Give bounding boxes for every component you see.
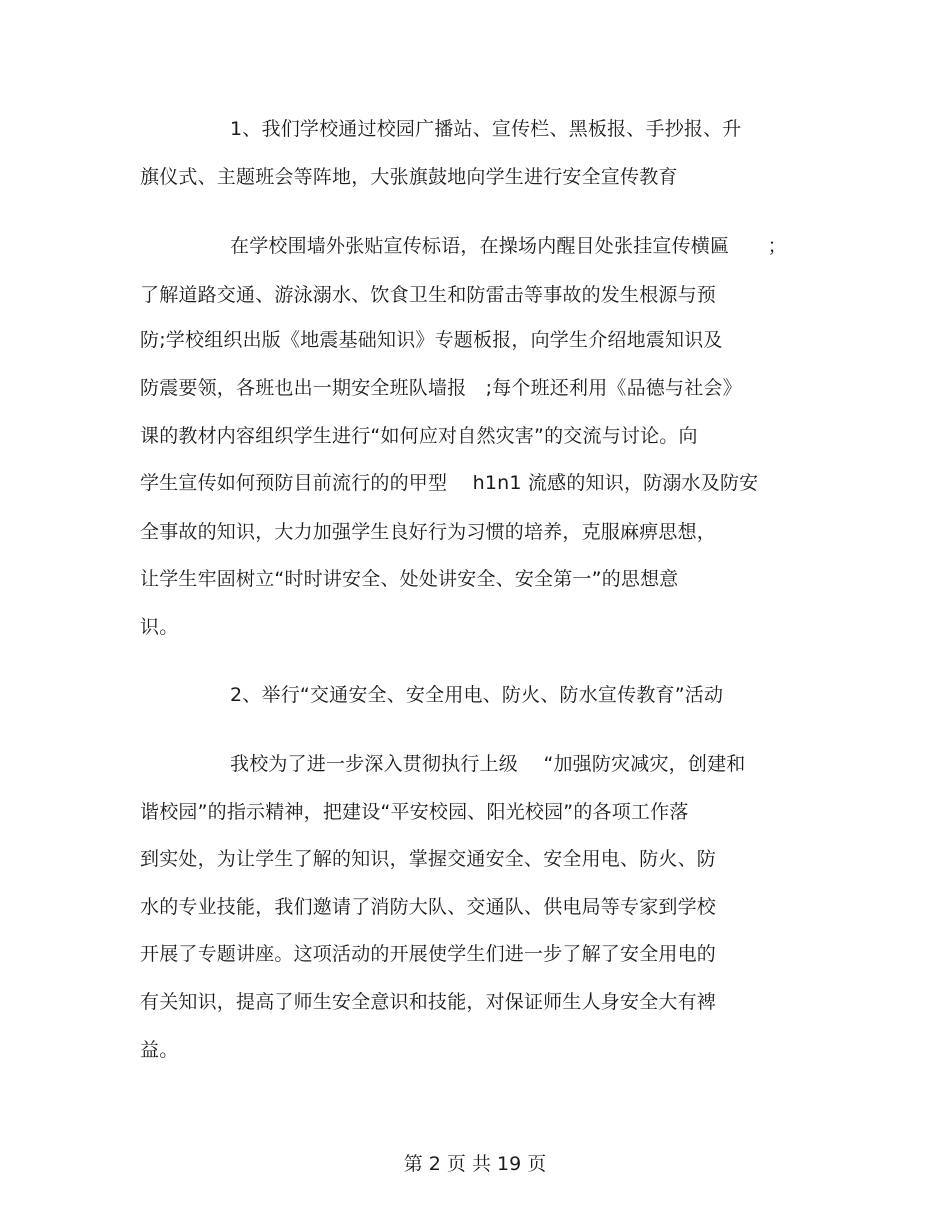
paragraph-2-line-2: 了解道路交通、游泳溺水、饮食卫生和防雷击等事故的发生根源与预 xyxy=(140,284,717,306)
paragraph-4-line-3: 到实处，为让学生了解的知识，掌握交通安全、安全用电、防火、防 xyxy=(140,848,717,870)
paragraph-4-line-7: 益。 xyxy=(140,1039,179,1061)
paragraph-2-line-5: 课的教材内容组织学生进行“如何应对自然灾害”的交流与讨论。向 xyxy=(140,425,698,447)
paragraph-2-line-4: 防震要领，各班也出一期安全班队墙报 ;每个班还利用《品德与社会》 xyxy=(140,377,742,399)
paragraph-2-line-7: 全事故的知识，大力加强学生良好行为习惯的培养，克服麻痹思想， xyxy=(140,521,717,543)
paragraph-4-line-1: 我校为了进一步深入贯彻执行上级 “加强防灾减灾，创建和 xyxy=(230,753,746,775)
page-number-footer: 第 2 页 共 19 页 xyxy=(403,1153,547,1175)
paragraph-4-line-6: 有关知识，提高了师生安全意识和技能，对保证师生人身安全大有裨 xyxy=(140,991,717,1013)
paragraph-4-line-5: 开展了专题讲座。这项活动的开展使学生们进一步了解了安全用电的 xyxy=(140,943,717,965)
paragraph-2-line-8: 让学生牢固树立“时时讲安全、处处讲安全、安全第一”的思想意 xyxy=(140,568,679,590)
paragraph-2-line-6: 学生宣传如何预防目前流行的的甲型 h1n1 流感的知识，防溺水及防安 xyxy=(140,472,759,494)
paragraph-1-line-1: 1、我们学校通过校园广播站、宣传栏、黑板报、手抄报、升 xyxy=(230,118,742,140)
paragraph-4-line-2: 谐校园”的指示精神，把建设“平安校园、阳光校园”的各项工作落 xyxy=(140,801,689,823)
paragraph-1-line-2: 旗仪式、主题班会等阵地，大张旗鼓地向学生进行安全宣传教育 xyxy=(140,166,678,188)
paragraph-2-line-3: 防;学校组织出版《地震基础知识》专题板报，向学生介绍地震知识及 xyxy=(140,329,723,351)
paragraph-4-line-4: 水的专业技能，我们邀请了消防大队、交通队、供电局等专家到学校 xyxy=(140,896,717,918)
paragraph-2-line-1: 在学校围墙外张贴宣传标语，在操场内醒目处张挂宣传横匾 ； xyxy=(230,235,787,257)
paragraph-3-line-1: 2、举行“交通安全、安全用电、防火、防水宣传教育”活动 xyxy=(230,684,724,706)
paragraph-2-line-9: 识。 xyxy=(140,616,179,638)
